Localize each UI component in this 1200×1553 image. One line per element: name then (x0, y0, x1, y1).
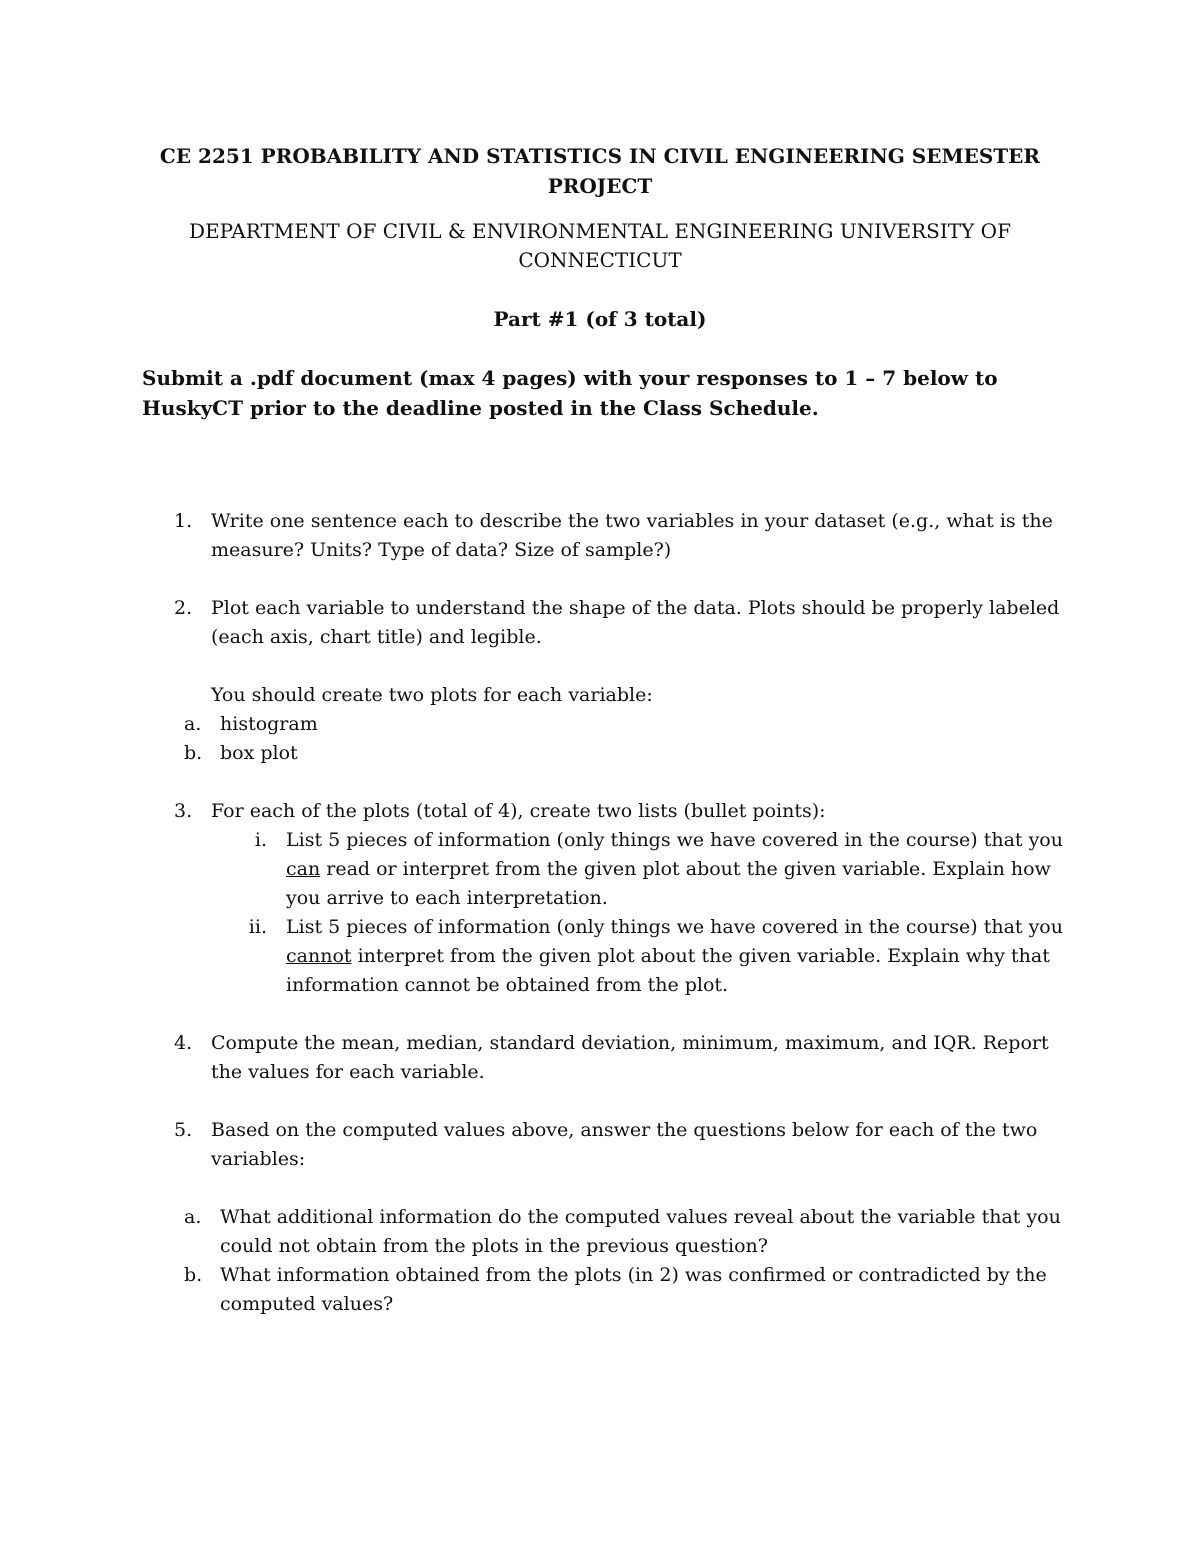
question-text: Write one sentence each to describe the two variables in your dataset (e.g., what is the measure? Units? Type of data? Size of sample?) (211, 510, 1053, 561)
document-title: CE 2251 PROBABILITY AND STATISTICS IN CIVIL ENGINEERING SEMESTER PROJECT (159, 144, 1041, 198)
question-2-note (150, 681, 1070, 710)
item-emphasis: can (286, 858, 321, 880)
list-item (150, 1261, 1070, 1319)
item-text: What information obtained from the plots (in 2) was confirmed or contradicted by the computed values? (220, 1264, 1047, 1315)
list-item (150, 1203, 1070, 1261)
question-1 (150, 507, 1070, 565)
list-item (150, 739, 1070, 768)
question-text: Compute the mean, median, standard deviation, minimum, maximum, and IQR. Report the values for each variable. (211, 1032, 1049, 1083)
item-text-after: read or interpret from the given plot about the given variable. Explain how you arrive to each interpretation. (286, 858, 1051, 909)
question-number: 2. (174, 597, 193, 619)
question-3-items (150, 826, 1070, 1000)
item-label: b. (184, 742, 203, 764)
submit-instruction: Submit a .pdf document (max 4 pages) with your responses to 1 – 7 below to HuskyCT prior to the deadline posted in the Class Schedule. (142, 366, 998, 420)
question-text: For each of the plots (total of 4), create two lists (bullet points): (211, 800, 826, 822)
item-label: a. (184, 713, 202, 735)
item-text: box plot (220, 742, 298, 764)
item-text: What additional information do the computed values reveal about the variable that you could not obtain from the plots in the previous question? (220, 1206, 1061, 1257)
question-2 (150, 594, 1070, 652)
item-text: histogram (220, 713, 318, 735)
item-label: ii. (248, 916, 267, 938)
item-label: i. (254, 829, 267, 851)
question-4 (150, 1029, 1070, 1087)
item-emphasis: cannot (286, 945, 352, 967)
question-3 (150, 797, 1070, 826)
note-text: You should create two plots for each variable: (211, 684, 653, 706)
list-item (211, 913, 1070, 1000)
question-5 (150, 1116, 1070, 1174)
item-label: a. (184, 1206, 202, 1228)
question-text: Based on the computed values above, answer the questions below for each of the two variables: (211, 1119, 1038, 1170)
question-number: 1. (174, 510, 193, 532)
question-number: 4. (174, 1032, 193, 1054)
item-text-after: interpret from the given plot about the given variable. Explain why that information cannot be obtained from the plot. (286, 945, 1050, 996)
list-item (211, 826, 1070, 913)
list-item (150, 710, 1070, 739)
item-text-before: List 5 pieces of information (only things we have covered in the course) that you (286, 916, 1063, 938)
question-number: 3. (174, 800, 193, 822)
question-number: 5. (174, 1119, 193, 1141)
question-list (150, 507, 1070, 1319)
item-label: b. (184, 1264, 203, 1286)
item-text-before: List 5 pieces of information (only things we have covered in the course) that you (286, 829, 1063, 851)
part-heading: Part #1 (of 3 total) (493, 307, 707, 331)
department-line: DEPARTMENT OF CIVIL & ENVIRONMENTAL ENGINEERING UNIVERSITY OF CONNECTICUT (189, 219, 1011, 272)
question-text: Plot each variable to understand the shape of the data. Plots should be properly labeled (each axis, chart title) and legible. (211, 597, 1060, 648)
